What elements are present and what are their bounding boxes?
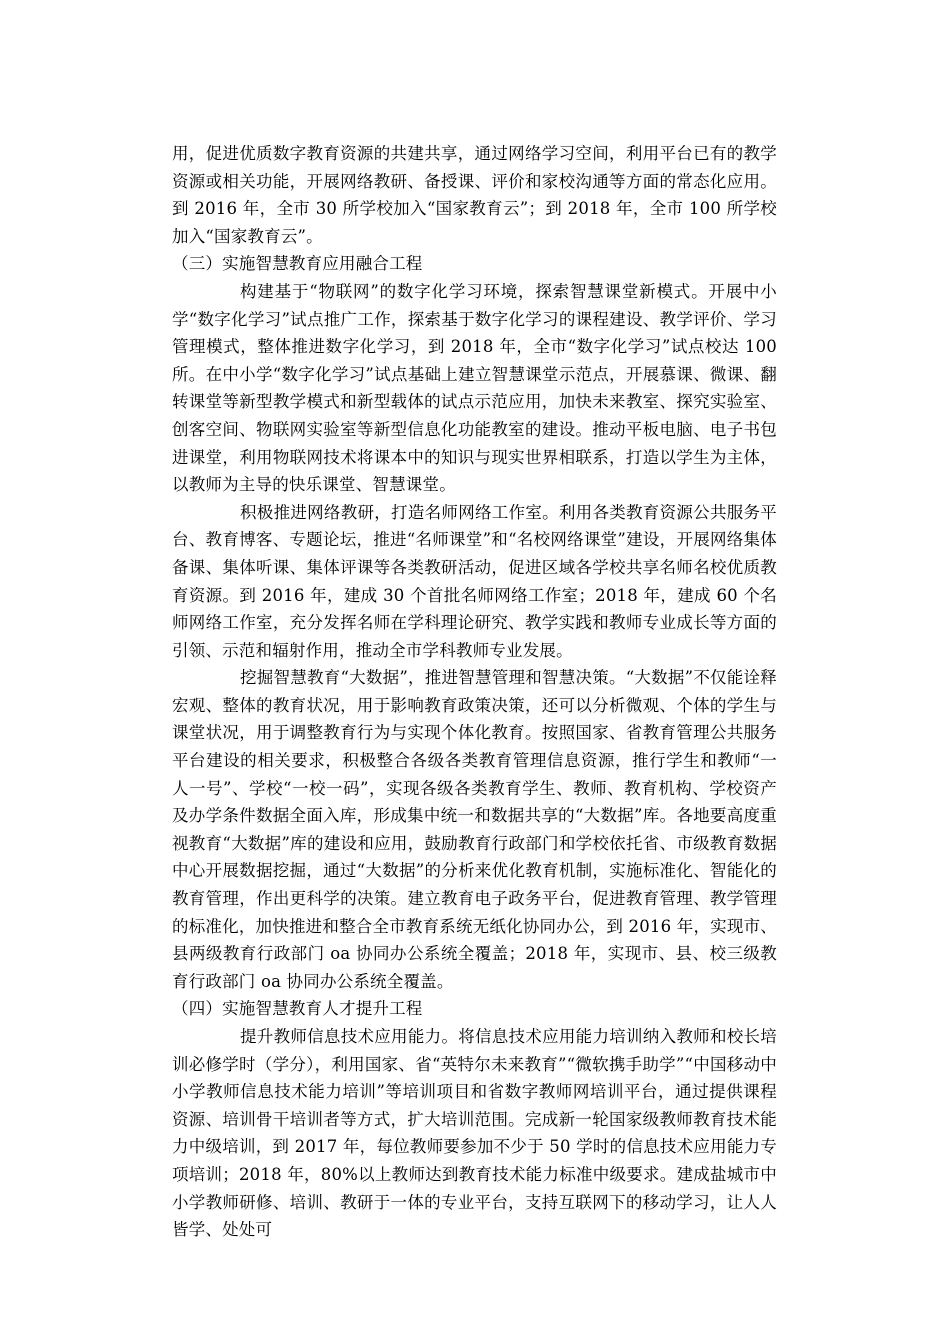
document-body (172, 140, 777, 1244)
paragraph-continuation: 用，促进优质数字教育资源的共建共享，通过网络学习空间，利用平台已有的教学资源或相关功能，开展网络教研、备授课、评价和家校沟通等方面的常态化应用。到 2016 年，全市 30 所学校加入“国家教育云”；到 2018 年，全市 100 所学校加入“国家教育云”。 (172, 144, 777, 246)
section-heading-3: （三）实施智慧教育应用融合工程 (172, 254, 423, 274)
paragraph-big-data: 挖掘智慧教育“大数据”，推进智慧管理和智慧决策。“大数据”不仅能诠释宏观、整体的教育状况，用于影响教育政策决策，还可以分析微观、个体的学生与课堂状况，用于调整教育行为与实现个体化教育。按照国家、省教育管理公共服务平台建设的相关要求，积极整合各级各类教育管理信息资源，推行学生和教师“一人一号”、学校“一校一码”，实现各级各类教育学生、教师、教育机构、学校资产及办学条件数据全面入库，形成集中统一和数据共享的“大数据”库。各地要高度重视教育“大数据”库的建设和应用，鼓励教育行政部门和学校依托省、市级教育数据中心开展数据挖掘，通过“大数据”的分析来优化教育机制，实施标准化、智能化的教育管理，作出更科学的决策。建立教育电子政务平台，促进教育管理、教学管理的标准化，加快推进和整合全市教育系统无纸化协同办公，到 2016 年，实现市、县两级教育行政部门 oa 协同办公系统全覆盖；2018 年，实现市、县、校三级教育行政部门 oa 协同办公系统全覆盖。 (172, 668, 777, 991)
paragraph-digital-learning: 构建基于“物联网”的数字化学习环境，探索智慧课堂新模式。开展中小学“数字化学习”试点推广工作，探索基于数字化学习的课程建设、教学评价、学习管理模式，整体推进数字化学习，到 2018 年，全市“数字化学习”试点校达 100 所。在中小学“数字化学习”试点基础上建立智慧课堂示范点，开展慕课、微课、翻转课堂等新型教学模式和新型载体的试点示范应用，加快未来教室、探究实验室、创客空间、物联网实验室等新型信息化功能教室的建设。推动平板电脑、电子书包进课堂，利用物联网技术将课本中的知识与现实世界相联系，打造以学生为主体，以教师为主导的快乐课堂、智慧课堂。 (172, 281, 777, 495)
section-heading-4: （四）实施智慧教育人才提升工程 (172, 999, 423, 1019)
paragraph-online-research: 积极推进网络教研，打造名师网络工作室。利用各类教育资源公共服务平台、教育博客、专题论坛，推进“名师课堂”和“名校网络课堂”建设，开展网络集体备课、集体听课、集体评课等各类教研活动，促进区域各学校共享名师名校优质教育资源。到 2016 年，建成 30 个首批名师网络工作室；2018 年，建成 60 个名师网络工作室，充分发挥名师在学科理论研究、教学实践和教师专业成长等方面的引领、示范和辐射作用，推动全市学科教师专业发展。 (172, 502, 777, 660)
paragraph-teacher-training: 提升教师信息技术应用能力。将信息技术应用能力培训纳入教师和校长培训必修学时（学分），利用国家、省“英特尔未来教育”“微软携手助学”“中国移动中小学教师信息技术能力培训”等培训项目和省数字教师网培训平台，通过提供课程资源、培训骨干培训者等方式，扩大培训范围。完成新一轮国家级教师教育技术能力中级培训，到 2017 年，每位教师要参加不少于 50 学时的信息技术应用能力专项培训；2018 年，80%以上教师达到教育技术能力标准中级要求。建成盐城市中小学教师研修、培训、教研于一体的专业平台，支持互联网下的移动学习，让人人皆学、处处可 (172, 1027, 777, 1240)
